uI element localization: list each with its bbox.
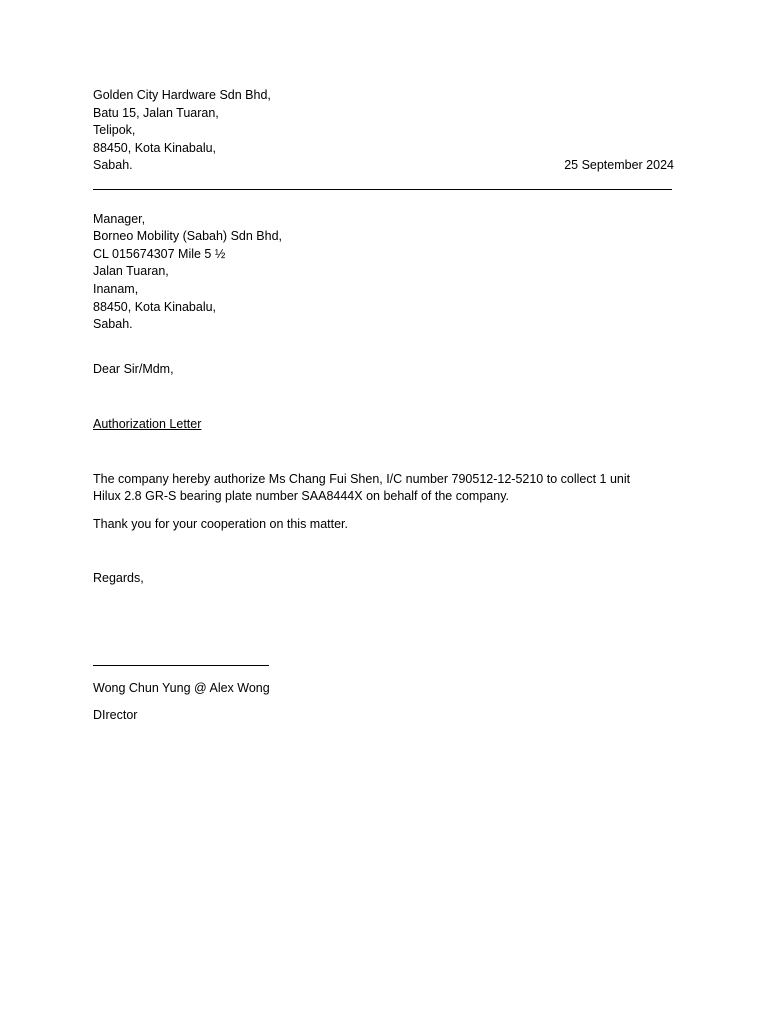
closing: Regards,: [93, 571, 144, 585]
sender-line: Golden City Hardware Sdn Bhd,: [93, 88, 271, 102]
salutation: Dear Sir/Mdm,: [93, 362, 174, 376]
recipient-line: Manager,: [93, 212, 146, 226]
recipient-line: Inanam,: [93, 282, 139, 296]
body-paragraph-2: Thank you for your cooperation on this matter.: [93, 517, 348, 531]
sender-line: Sabah.: [93, 158, 133, 172]
sender-line: Telipok,: [93, 123, 136, 137]
letter-subject: Authorization Letter: [93, 417, 202, 431]
recipient-line: Borneo Mobility (Sabah) Sdn Bhd,: [93, 229, 282, 243]
body-line: The company hereby authorize Ms Chang Fui Shen, I/C number 790512-12-5210 to collect 1 unit: [93, 472, 631, 486]
recipient-line: CL 015674307 Mile 5 ½: [93, 247, 226, 261]
header-divider: [93, 189, 672, 190]
letter-date: 25 September 2024: [564, 158, 674, 172]
signatory-name: Wong Chun Yung @ Alex Wong: [93, 681, 270, 695]
sender-line: Batu 15, Jalan Tuaran,: [93, 106, 219, 120]
signature-line: [93, 665, 269, 666]
recipient-line: Jalan Tuaran,: [93, 264, 169, 278]
signatory-title: DIrector: [93, 708, 138, 722]
sender-line: 88450, Kota Kinabalu,: [93, 141, 217, 155]
body-line: Hilux 2.8 GR-S bearing plate number SAA8444X on behalf of the company.: [93, 489, 509, 503]
recipient-line: 88450, Kota Kinabalu,: [93, 300, 217, 314]
recipient-line: Sabah.: [93, 317, 133, 331]
